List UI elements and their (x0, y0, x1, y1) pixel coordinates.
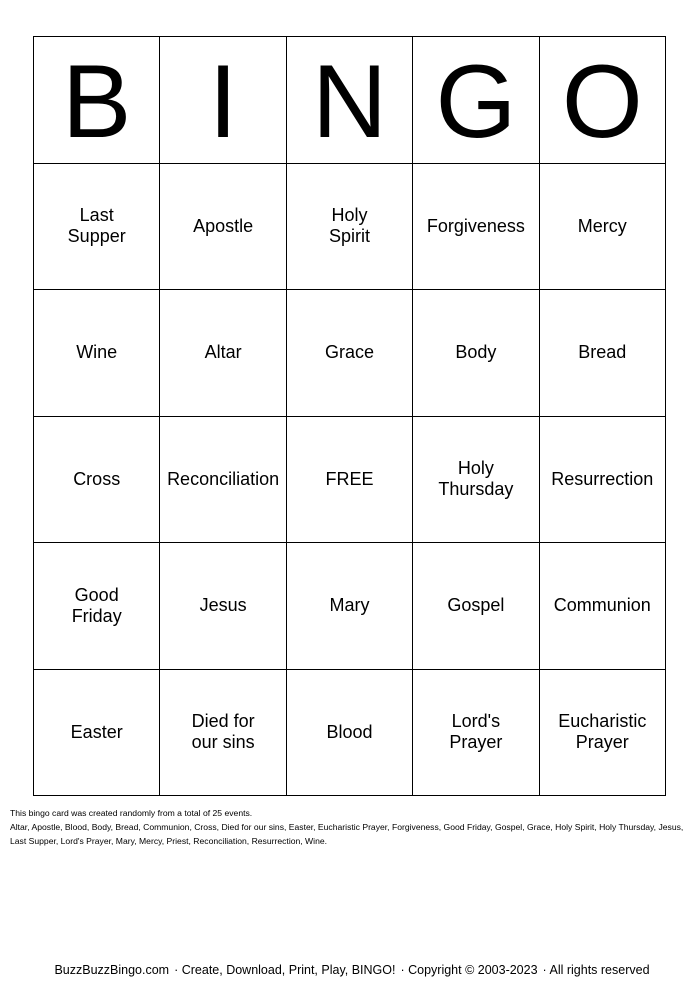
bingo-square: Blood (287, 670, 413, 797)
header-letter-o: O (540, 37, 666, 164)
header-letter-g: G (413, 37, 539, 164)
bingo-square: Eucharistic Prayer (540, 670, 666, 797)
site-footer (0, 963, 699, 977)
bingo-square: Forgiveness (413, 164, 539, 291)
bingo-square: Wine (34, 290, 160, 417)
bingo-square: Grace (287, 290, 413, 417)
bingo-square: Body (413, 290, 539, 417)
bingo-card (33, 36, 666, 796)
bingo-square: Communion (540, 543, 666, 670)
bingo-square: Lord's Prayer (413, 670, 539, 797)
bingo-square: Bread (540, 290, 666, 417)
bingo-square: Died for our sins (160, 670, 286, 797)
bingo-square: Easter (34, 670, 160, 797)
bingo-square: Reconciliation (160, 417, 286, 544)
bingo-square: Good Friday (34, 543, 160, 670)
footer-rights: · All rights reserved (542, 963, 650, 977)
footer-tagline: · Create, Download, Print, Play, BINGO! (174, 963, 396, 977)
bingo-square: Gospel (413, 543, 539, 670)
bingo-square: Mary (287, 543, 413, 670)
bingo-square: Resurrection (540, 417, 666, 544)
footer-copyright: · Copyright © 2003-2023 (400, 963, 538, 977)
event-list: Altar, Apostle, Blood, Body, Bread, Communion, Cross, Died for our sins, Easter, Eucharistic Prayer, Forgiveness, Good Friday, Gospel, Grace, Holy Spirit, Holy Thursday, Jesus, Last Supper, Lord's Prayer, Mary, Mercy, Priest, Reconciliation, Resurrection, Wine. (10, 822, 684, 846)
card-notes (10, 806, 690, 848)
free-square: FREE (287, 417, 413, 544)
header-letter-n: N (287, 37, 413, 164)
header-letter-b: B (34, 37, 160, 164)
created-note: This bingo card was created randomly from a total of 25 events. (10, 808, 253, 818)
bingo-square: Cross (34, 417, 160, 544)
bingo-square: Altar (160, 290, 286, 417)
bingo-square: Mercy (540, 164, 666, 291)
site-link[interactable]: BuzzBuzzBingo.com (54, 963, 170, 977)
header-letter-i: I (160, 37, 286, 164)
bingo-square: Last Supper (34, 164, 160, 291)
bingo-square: Jesus (160, 543, 286, 670)
bingo-square: Apostle (160, 164, 286, 291)
bingo-square: Holy Spirit (287, 164, 413, 291)
bingo-square: Holy Thursday (413, 417, 539, 544)
